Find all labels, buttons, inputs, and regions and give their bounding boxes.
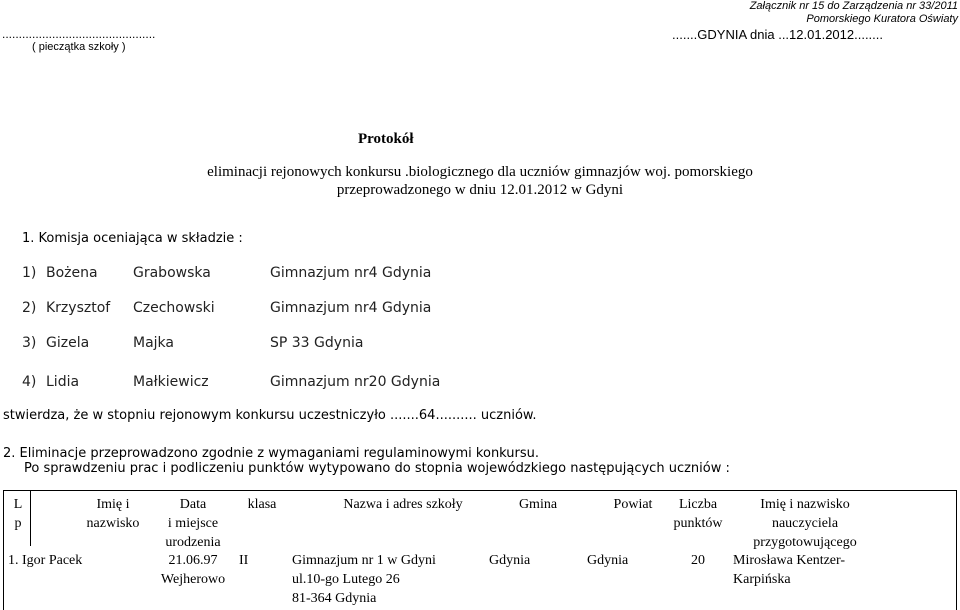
table-border xyxy=(956,490,957,610)
header-student-name xyxy=(65,495,161,533)
member-first-name: Lidia xyxy=(46,374,80,390)
student-birth-date: 21.06.97 xyxy=(168,553,218,568)
header-class-line: klasa xyxy=(247,497,277,512)
member-school: Gimnazjum nr4 Gdynia xyxy=(270,265,432,281)
header-teacher-line: nauczyciela xyxy=(771,516,839,531)
table-top-border xyxy=(3,490,957,491)
member-first-name: Gizela xyxy=(46,335,90,351)
student-teacher-line: Mirosława Kentzer- xyxy=(733,553,846,568)
attachment-note-line2: Pomorskiego Kuratora Oświaty xyxy=(806,13,958,25)
stamp-dots: .............................................. xyxy=(2,27,156,41)
student-birth-place: Wejherowo xyxy=(160,572,226,587)
header-student-name-line: Imię i xyxy=(96,497,130,512)
header-lp-line: L xyxy=(13,497,23,512)
student-school-line: ul.10-go Lutego 26 xyxy=(292,572,400,587)
student-school-line: Gimnazjum nr 1 w Gdyni xyxy=(292,553,436,568)
place-date: .......GDYNIA dnia ...12.01.2012........ xyxy=(672,27,884,42)
student-name: 1. Igor Pacek xyxy=(8,553,83,568)
header-birth-line: i miejsce xyxy=(167,516,219,531)
student-school-line: 81-364 Gdynia xyxy=(292,591,377,606)
stamp-label: ( pieczątka szkoły ) xyxy=(32,41,126,53)
student-county: Gdynia xyxy=(587,553,629,568)
attachment-note-line1: Załącznik nr 15 do Zarządzenia nr 33/2011 xyxy=(749,0,958,12)
header-municipality-line: Gmina xyxy=(518,497,558,512)
header-points xyxy=(663,495,733,533)
header-county-line: Powiat xyxy=(613,497,653,512)
header-student-name-line: nazwisko xyxy=(86,516,140,531)
header-lp-line: p xyxy=(14,516,22,531)
student-teacher xyxy=(733,551,845,589)
section1-heading: 1. Komisja oceniająca w składzie : xyxy=(22,231,243,246)
member-number: 2) xyxy=(22,300,37,316)
student-municipality: Gdynia xyxy=(489,553,531,568)
header-school xyxy=(303,495,503,514)
header-points-line: punktów xyxy=(673,516,723,531)
participants-statement: stwierdza, że w stopniu rejonowym konkursu uczestniczyło .......64.......... uczniów. xyxy=(3,408,537,423)
member-last-name: Majka xyxy=(133,335,174,351)
header-teacher xyxy=(739,495,871,552)
header-class xyxy=(239,495,285,514)
header-school-line: Nazwa i adres szkoły xyxy=(343,497,463,512)
member-school: Gimnazjum nr20 Gdynia xyxy=(270,374,441,390)
member-number: 4) xyxy=(22,374,37,390)
header-birth-line: Data xyxy=(179,497,207,512)
student-points: 20 xyxy=(691,553,705,568)
member-number: 1) xyxy=(22,265,37,281)
student-school xyxy=(292,551,436,608)
member-number: 3) xyxy=(22,335,37,351)
page-title: Protokół xyxy=(358,131,414,147)
header-birth-line: urodzenia xyxy=(165,535,221,550)
results-table xyxy=(3,490,957,610)
subtitle-line2: przeprowadzonego w dniu 12.01.2012 w Gdyni xyxy=(336,182,624,198)
section2-line2: Po sprawdzeniu prac i podliczeniu punktów wytypowano do stopnia wojewódzkiego następujących uczniów : xyxy=(24,461,730,476)
student-class: II xyxy=(239,553,249,568)
header-teacher-line: Imię i nazwisko xyxy=(760,497,850,512)
header-municipality xyxy=(503,495,573,514)
student-teacher-line: Karpińska xyxy=(733,572,791,587)
header-birth xyxy=(153,495,233,552)
member-last-name: Czechowski xyxy=(133,300,215,316)
header-lp xyxy=(11,495,25,533)
student-birth xyxy=(153,551,233,589)
member-last-name: Małkiewicz xyxy=(133,374,209,390)
header-points-line: Liczba xyxy=(678,497,718,512)
member-school: SP 33 Gdynia xyxy=(270,335,364,351)
member-last-name: Grabowska xyxy=(133,265,211,281)
member-first-name: Krzysztof xyxy=(46,300,111,316)
subtitle-line1: eliminacji rejonowych konkursu .biologicznego dla uczniów gimnazjów woj. pomorskiego xyxy=(207,164,753,180)
header-teacher-line: przygotowującego xyxy=(753,535,857,550)
header-county xyxy=(598,495,668,514)
member-school: Gimnazjum nr4 Gdynia xyxy=(270,300,432,316)
section2-line1: 2. Eliminacje przeprowadzono zgodnie z wymaganiami regulaminowymi konkursu. xyxy=(3,446,540,461)
table-divider xyxy=(30,490,31,546)
member-first-name: Bożena xyxy=(46,265,98,281)
table-border xyxy=(3,490,4,610)
